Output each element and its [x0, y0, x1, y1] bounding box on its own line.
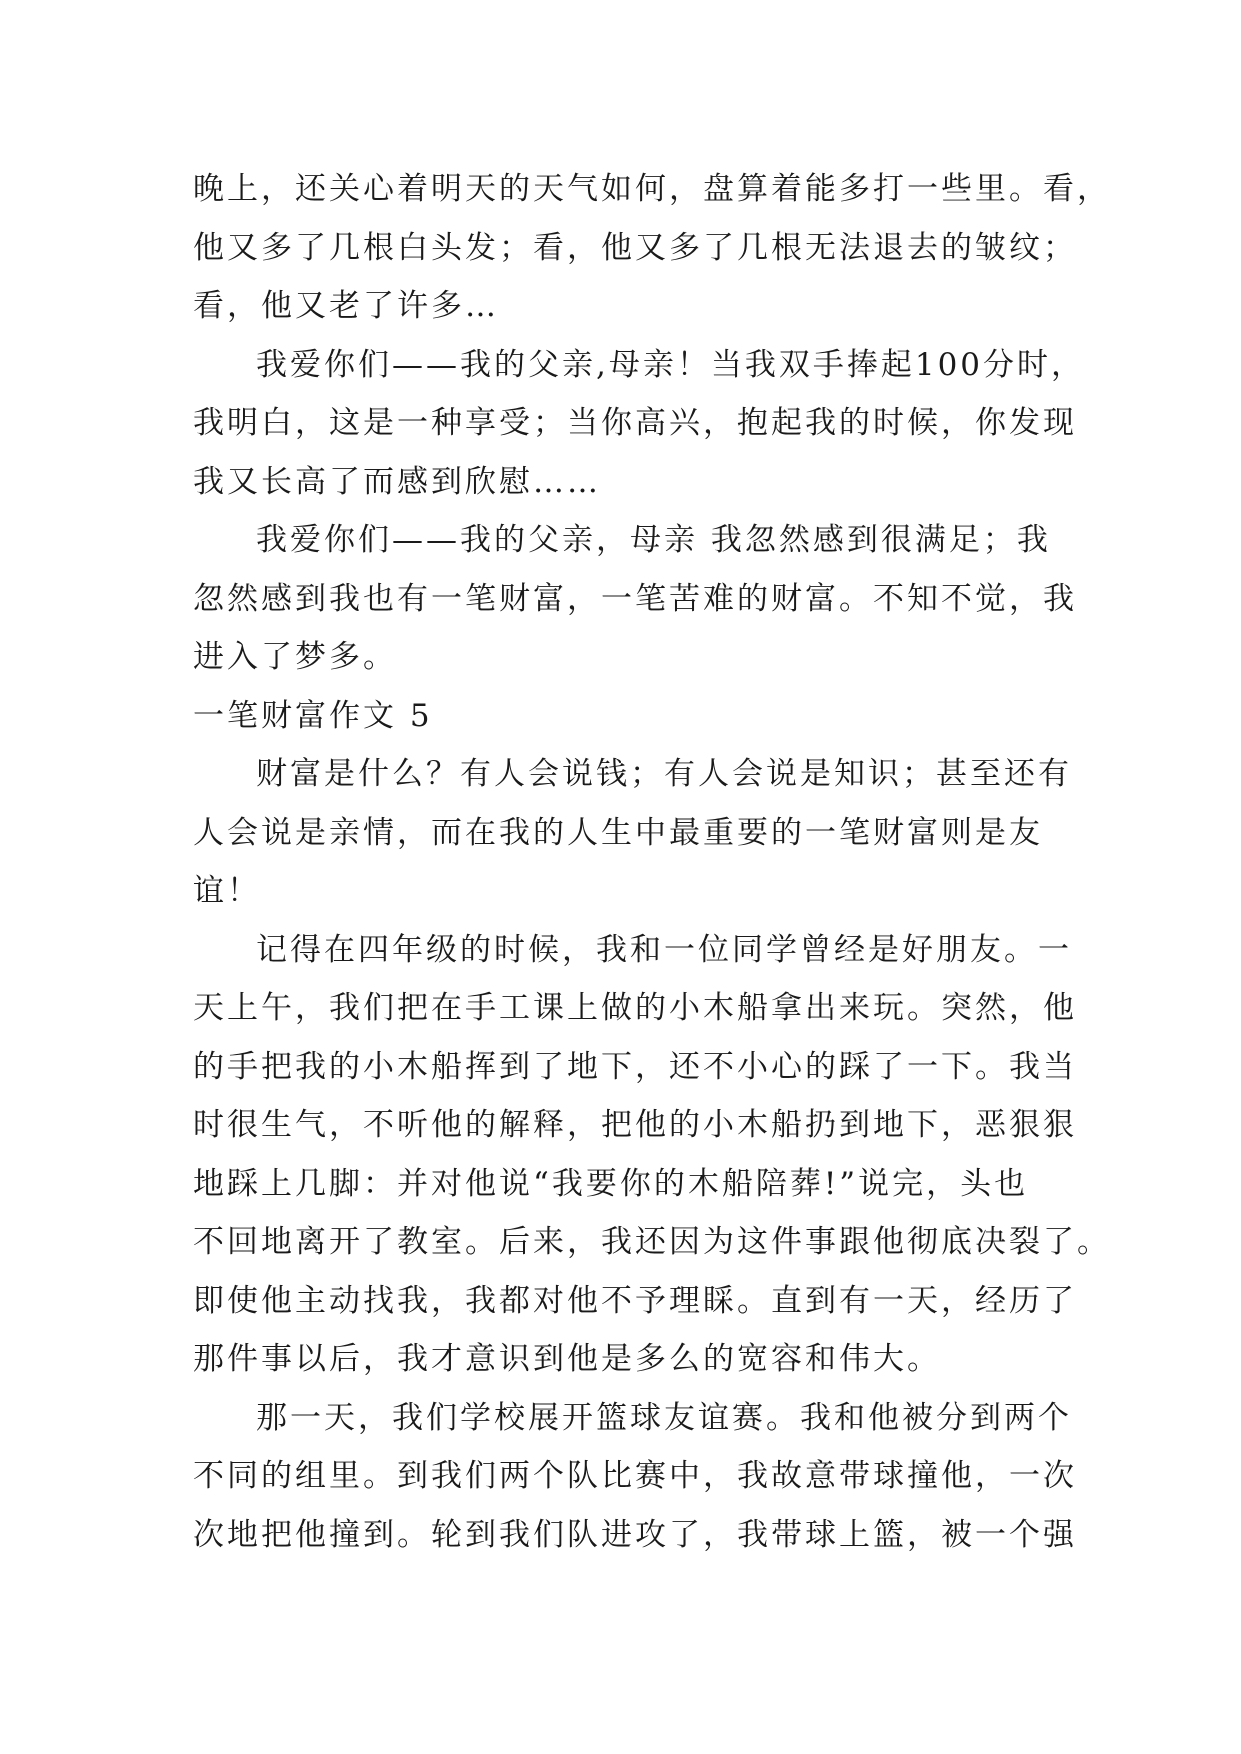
text-line: 忽然感到我也有一笔财富，一笔苦难的财富。不知不觉，我	[193, 580, 1077, 617]
text-line: 天上午，我们把在手工课上做的小木船拿出来玩。突然，他	[193, 990, 1077, 1026]
text-line: 人会说是亲情，而在我的人生中最重要的一笔财富则是友	[193, 814, 1043, 851]
text-line: 晚上，还关心着明天的天气如何，盘算着能多打一些里。看，	[193, 171, 1111, 207]
text-line: 次地把他撞到。轮到我们队进攻了，我带球上篮，被一个强	[193, 1516, 1077, 1553]
text-line: 不回地离开了教室。后来，我还因为这件事跟他彻底决裂了。	[193, 1224, 1111, 1260]
text-line: 谊！	[193, 873, 261, 909]
paragraph-start-line: 我爱你们——我的父亲，母亲 我忽然感到很满足；我	[256, 522, 1051, 558]
text-line: 那件事以后，我才意识到他是多么的宽容和伟大。	[193, 1341, 941, 1377]
paragraph-start-line: 我爱你们——我的父亲,母亲！当我双手捧起100分时，	[256, 346, 1086, 383]
text-line: 的手把我的小木船挥到了地下，还不小心的踩了一下。我当	[193, 1048, 1077, 1085]
text-line: 不同的组里。到我们两个队比赛中，我故意带球撞他，一次	[193, 1458, 1077, 1494]
text-line: 我明白，这是一种享受；当你高兴，抱起我的时候，你发现	[193, 405, 1077, 441]
paragraph-start-line: 财富是什么？有人会说钱；有人会说是知识；甚至还有	[256, 756, 1072, 792]
document-body	[193, 160, 1111, 1564]
paragraph-start-line: 那一天，我们学校展开篮球友谊赛。我和他被分到两个	[256, 1399, 1072, 1436]
section-heading: 一笔财富作文 5	[193, 697, 433, 734]
text-line: 地踩上几脚：并对他说“我要你的木船陪葬!”说完，头也	[193, 1165, 1029, 1202]
text-line: 看，他又老了许多…	[193, 288, 499, 324]
text-line: 我又长高了而感到欣慰……	[193, 463, 601, 500]
text-line: 进入了梦多。	[193, 639, 397, 675]
paragraph-start-line: 记得在四年级的时候，我和一位同学曾经是好朋友。一	[256, 931, 1072, 968]
text-line: 即使他主动找我，我都对他不予理睬。直到有一天，经历了	[193, 1282, 1077, 1319]
text-line: 时很生气，不听他的解释，把他的小木船扔到地下，恶狠狠	[193, 1107, 1077, 1143]
text-line: 他又多了几根白头发；看，他又多了几根无法退去的皱纹；	[193, 229, 1077, 266]
